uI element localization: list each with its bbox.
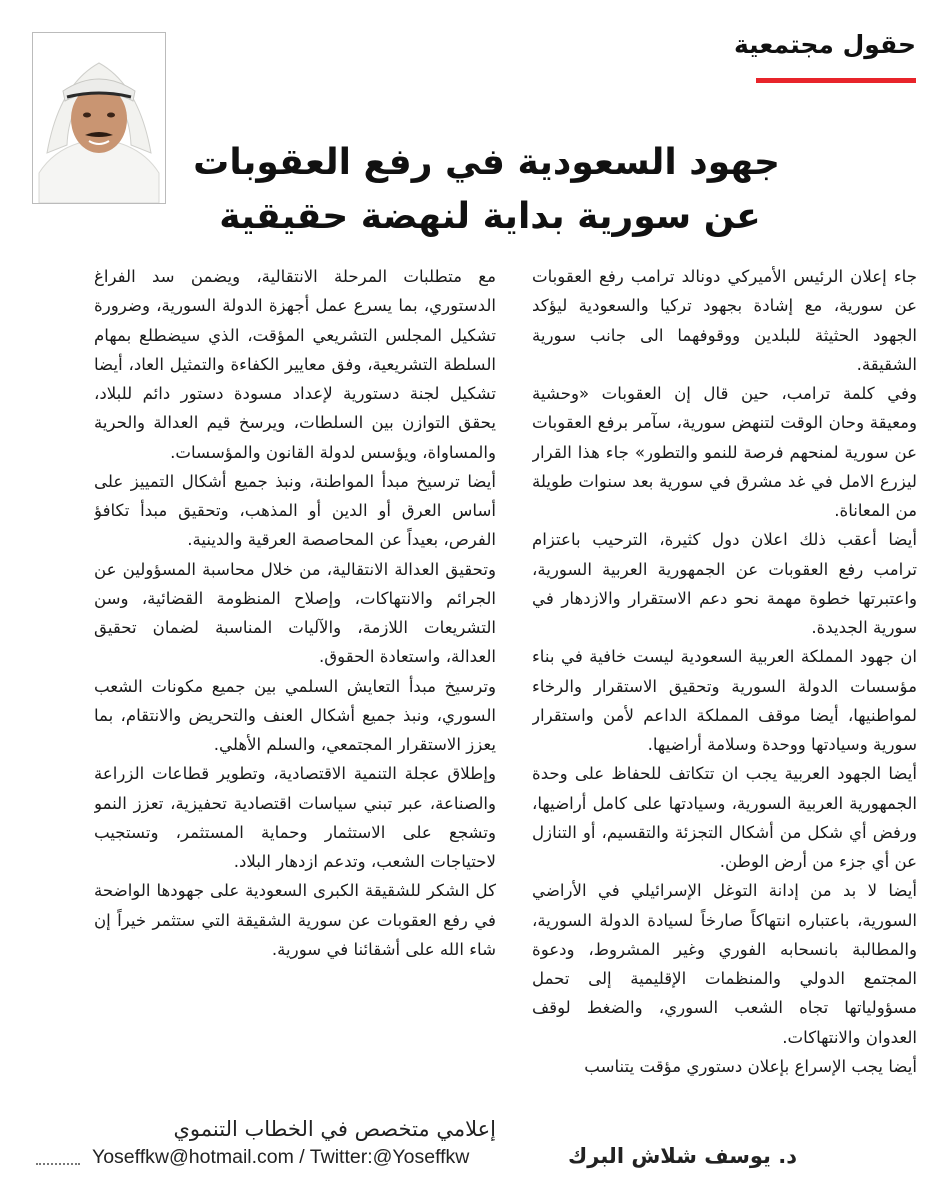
author-portrait-illustration	[33, 33, 165, 203]
paragraph: جاء إعلان الرئيس الأميركي دونالد ترامب رفع العقوبات عن سورية، مع إشادة بجهود تركيا والسعودية ليؤكد الجهود الحثيثة للبلدين ووقوفهما الى جانب سورية الشقيقة.	[532, 267, 917, 374]
article-headline	[193, 136, 780, 244]
paragraph: أيضا أعقب ذلك اعلان دول كثيرة، الترحيب باعتزام ترامب رفع العقوبات عن الجمهورية العربية السورية، واعتبرتها خطوة مهمة نحو دعم الاستقرار والازدهار في سورية الجديدة.	[532, 530, 917, 637]
section-accent-bar	[756, 78, 916, 83]
paragraph: وإطلاق عجلة التنمية الاقتصادية، وتطوير قطاعات الزراعة والصناعة، عبر تبني سياسات اقتصادية تحفيزية، تعزز النمو وتشجع على الاستثمار وحماية المستثمر، وتستجيب لاحتياجات الشعب، وتدعم ازدهار البلاد.	[94, 764, 496, 871]
paragraph: أيضا يجب الإسراع بإعلان دستوري مؤقت يتناسب	[584, 1056, 917, 1076]
paragraph: أيضا لا بد من إدانة التوغل الإسرائيلي في الأراضي السورية، باعتباره انتهاكاً صارخاً لسيادة الدولة السورية، والمطالبة بانسحابه الفوري وغير المشروط، ودعوة المجتمع الدولي والمنظمات الإقليمية إلى تحمل مسؤولياتها تجاه الشعب السوري، والضغط لوقف العدوان والانتهاكات.	[532, 881, 917, 1047]
section-title: حقول مجتمعية	[733, 30, 916, 59]
article-column-left	[94, 262, 496, 1090]
footer-divider	[36, 1163, 80, 1165]
headline-line-1: جهود السعودية في رفع العقوبات	[193, 142, 780, 183]
paragraph: وترسيخ مبدأ التعايش السلمي بين جميع مكونات الشعب السوري، ونبذ جميع أشكال العنف والتحريض والانتقام، بما يعزز الاستقرار المجتمعي، والسلم الأهلي.	[94, 676, 496, 754]
paragraph: كل الشكر للشقيقة الكبرى السعودية على جهودها الواضحة في رفع العقوبات عن سورية الشقيقة التي ستثمر خيراً إن شاء الله على أشقائنا في سورية.	[94, 881, 496, 959]
paragraph: مع متطلبات المرحلة الانتقالية، ويضمن سد الفراغ الدستوري، بما يسرع عمل أجهزة الدولة السورية، وضرورة تشكيل المجلس التشريعي المؤقت، الذي سيضطلع بمهام السلطة التشريعية، وفق معايير الكفاءة والتمثيل العاد، أيضا تشكيل لجنة دستورية لإعداد مسودة دستور دائم للبلاد، يحقق التوازن بين السلطات، ويرسخ قيم العدالة والحرية والمساواة، ويؤسس لدولة القانون والمؤسسات.	[94, 267, 496, 462]
section-header	[733, 24, 916, 90]
paragraph: أيضا ترسيخ مبدأ المواطنة، ونبذ جميع أشكال التمييز على أساس العرق أو الدين أو المذهب، وتحقيق مبدأ تكافؤ الفرص، بعيداً عن المحاصصة العرقية والدينية.	[94, 471, 496, 550]
paragraph: وتحقيق العدالة الانتقالية، من خلال محاسبة المسؤولين عن الجرائم والانتهاكات، وإصلاح المنظومة القضائية، وسن التشريعات اللازمة، والآليات المناسبة لضمان تحقيق العدالة، واستعادة الحقوق.	[94, 559, 496, 667]
article-column-right	[532, 262, 917, 1090]
paragraph: وفي كلمة ترامب، حين قال إن العقوبات «وحشية ومعيقة وحان الوقت لتنهض سورية، سآمر برفع العقوبات عن سورية لمنحهم فرصة للنمو والتطور» جاء هذا القرار ليزرع الامل في غد مشرق في سورية بعد سنوات طويلة من المعاناة.	[532, 384, 917, 520]
author-name: د. يوسف شلاش البرك	[568, 1144, 797, 1168]
author-role: إعلامي متخصص في الخطاب التنموي	[173, 1117, 496, 1141]
headline-line-2: عن سورية بداية لنهضة حقيقية	[219, 196, 761, 237]
author-photo	[32, 32, 166, 204]
paragraph: ان جهود المملكة العربية السعودية ليست خافية في بناء مؤسسات الدولة السورية وتحقيق الاستقرار والرخاء لمواطنيها، أيضا موقف المملكة الداعم لأمن واستقرار سورية وسيادتها ووحدة وسلامة أراضيها.	[532, 647, 917, 754]
paragraph: أيضا الجهود العربية يجب ان تتكاتف للحفاظ على وحدة الجمهورية العربية السورية، وسيادتها على كامل أراضيها، ورفض أي شكل من أشكال التجزئة والتقسيم، أو التنازل عن أي جزء من أرض الوطن.	[532, 764, 917, 871]
author-contact: Yoseffkw@hotmail.com / Twitter:@Yoseffkw	[92, 1146, 470, 1168]
